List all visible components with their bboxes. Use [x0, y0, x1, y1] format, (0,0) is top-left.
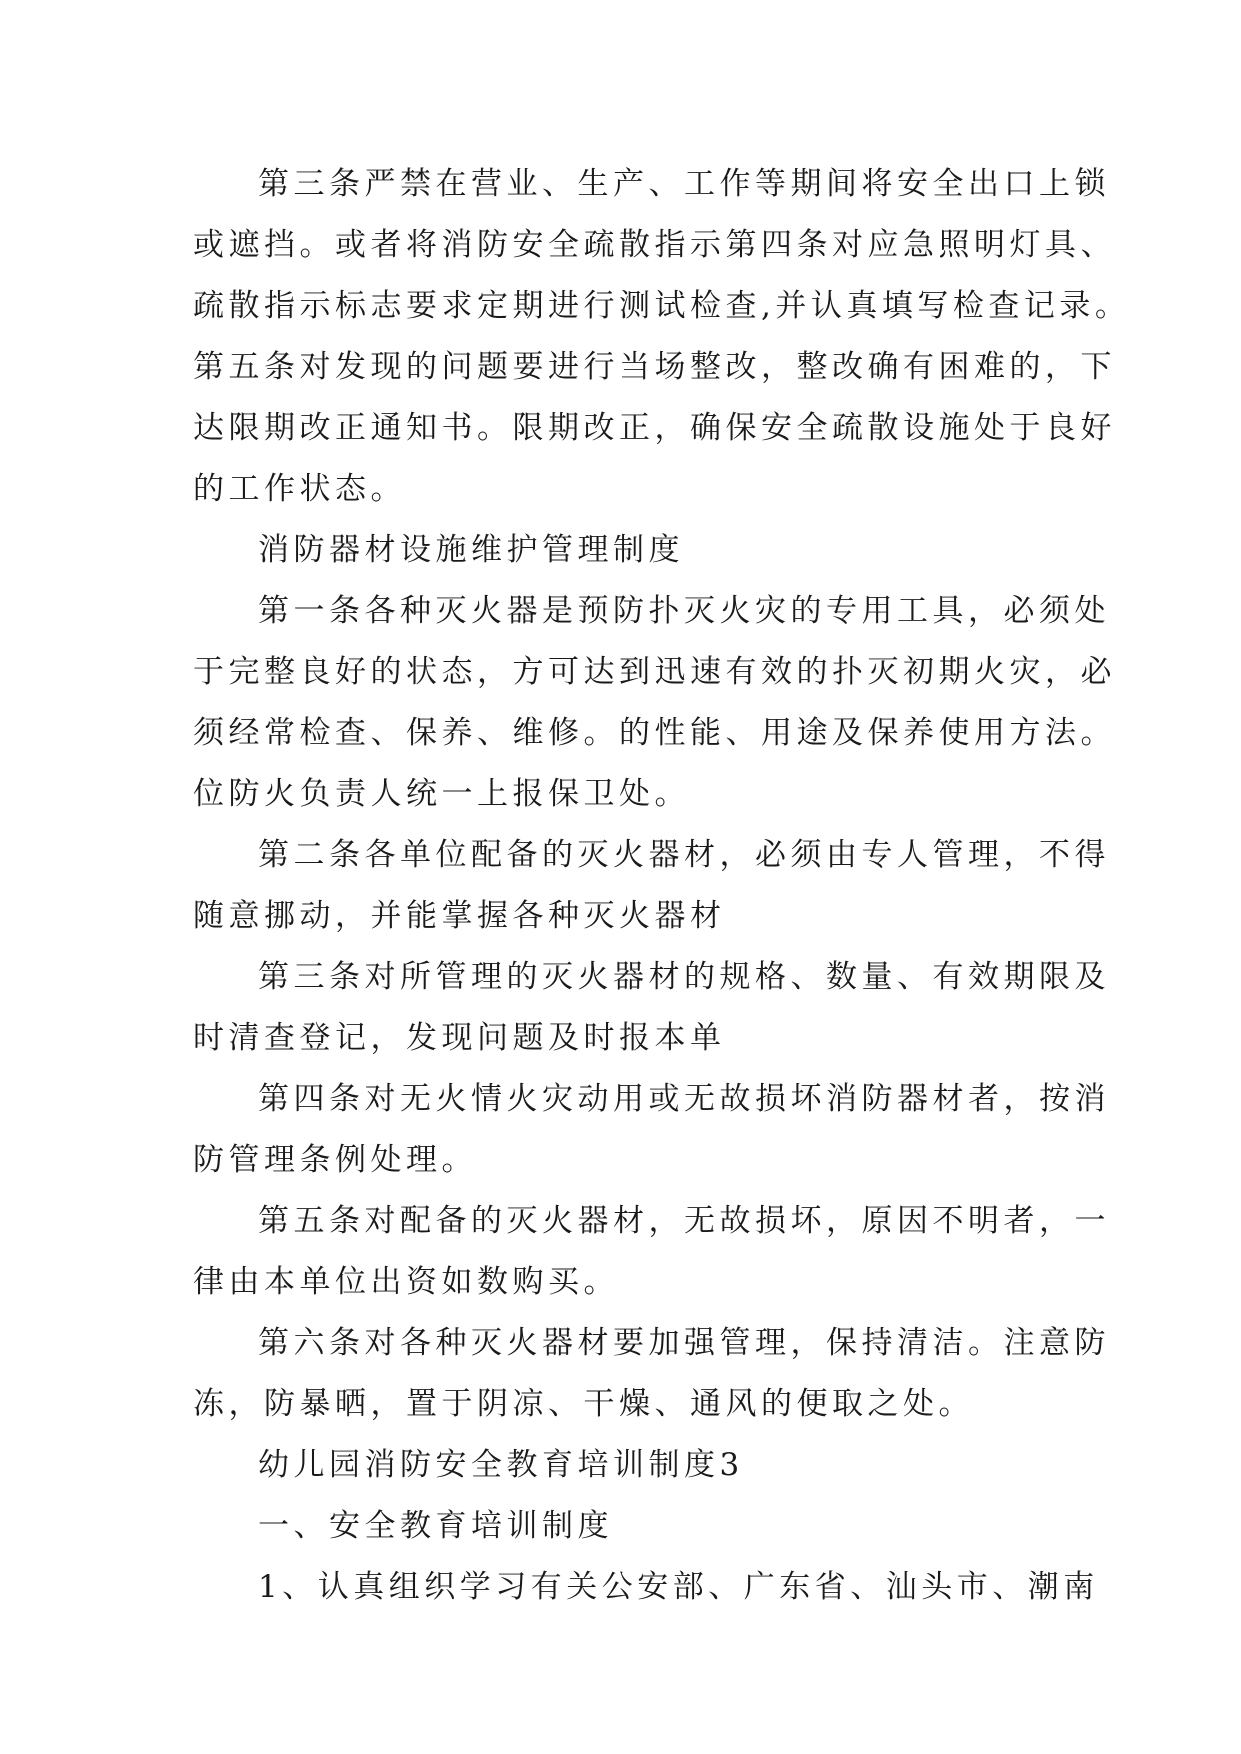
paragraph-line: 的工作状态。 [193, 471, 406, 507]
section-heading: 消防器材设施维护管理制度 [258, 532, 684, 568]
paragraph-line: 第二条各单位配备的灭火器材，必须由专人管理，不得 [258, 837, 1110, 873]
paragraph-line: 达限期改正通知书。限期改正，确保安全疏散设施处于良好 [193, 410, 1116, 446]
paragraph-line: 位防火负责人统一上报保卫处。 [193, 776, 690, 812]
paragraph-line: 冻，防暴晒，置于阴凉、干燥、通风的便取之处。 [193, 1386, 974, 1422]
paragraph-line: 1、认真组织学习有关公安部、广东省、汕头市、潮南 [258, 1569, 1099, 1605]
paragraph-line: 于完整良好的状态，方可达到迅速有效的扑灭初期火灾，必 [193, 654, 1116, 690]
subsection-heading: 一、安全教育培训制度 [258, 1508, 613, 1544]
paragraph-line: 第六条对各种灭火器材要加强管理，保持清洁。注意防 [258, 1325, 1110, 1361]
paragraph-line: 时清查登记，发现问题及时报本单 [193, 1020, 726, 1056]
paragraph-line: 第三条对所管理的灭火器材的规格、数量、有效期限及 [258, 959, 1110, 995]
paragraph-line: 第四条对无火情火灾动用或无故损坏消防器材者，按消 [258, 1081, 1110, 1117]
paragraph-line: 律由本单位出资如数购买。 [193, 1264, 619, 1300]
section-heading: 幼儿园消防安全教育培训制度3 [258, 1447, 744, 1483]
paragraph-line: 须经常检查、保养、维修。的性能、用途及保养使用方法。 [193, 715, 1116, 751]
paragraph-line: 第一条各种灭火器是预防扑灭火灾的专用工具，必须处 [258, 593, 1110, 629]
paragraph-line: 随意挪动，并能掌握各种灭火器材 [193, 898, 726, 934]
paragraph-line: 第三条严禁在营业、生产、工作等期间将安全出口上锁 [258, 166, 1110, 202]
paragraph-line: 防管理条例处理。 [193, 1142, 477, 1178]
paragraph-line: 或遮挡。或者将消防安全疏散指示第四条对应急照明灯具、 [193, 227, 1116, 263]
paragraph-line: 第五条对发现的问题要进行当场整改，整改确有困难的，下 [193, 349, 1116, 385]
paragraph-line: 疏散指示标志要求定期进行测试检查,并认真填写检查记录。 [193, 288, 1131, 324]
paragraph-line: 第五条对配备的灭火器材，无故损坏，原因不明者，一 [258, 1203, 1110, 1239]
